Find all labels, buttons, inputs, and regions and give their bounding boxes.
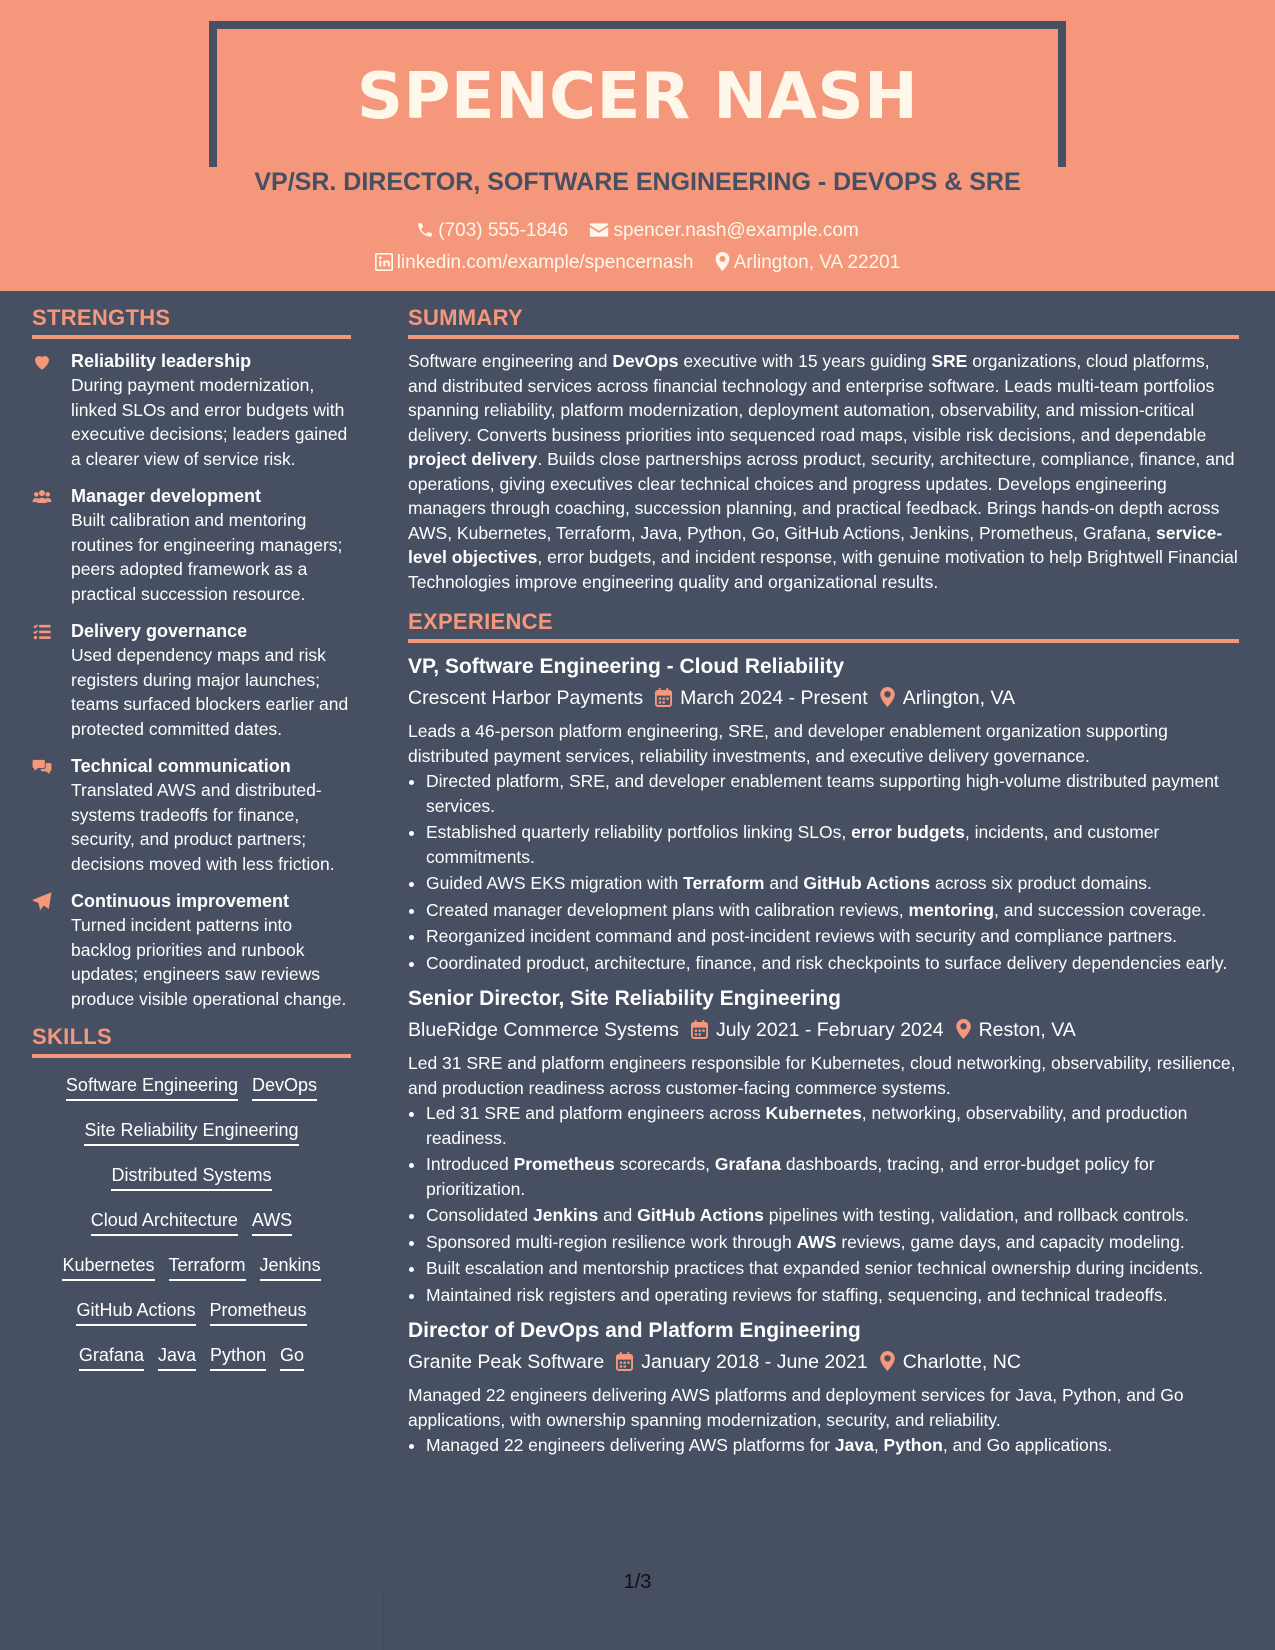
strength-text xyxy=(71,889,351,1011)
envelope-icon xyxy=(589,221,609,239)
bullet-item: • Directed platform, SRE, and developer enablement teams supporting high-volume distributed payment services. xyxy=(426,769,1239,818)
job-description: Led 31 SRE and platform engineers responsible for Kubernetes, cloud networking, observability, resilience, and production readiness across customer-facing commerce systems. xyxy=(408,1053,1236,1098)
skill-tag: Go xyxy=(280,1344,304,1371)
bullet-item: • Created manager development plans with calibration reviews, mentoring, and succession coverage. xyxy=(426,898,1239,923)
bold-keyword: mentoring xyxy=(908,899,995,920)
company-name: BlueRidge Commerce Systems xyxy=(408,1019,679,1041)
strength-item xyxy=(32,484,351,606)
skill-tag: Grafana xyxy=(79,1344,144,1371)
skill-tag: Terraform xyxy=(169,1254,246,1281)
contact-row-1 xyxy=(0,220,1275,242)
bold-keyword: DevOps xyxy=(612,351,679,371)
strength-text xyxy=(71,349,351,471)
linkedin-icon xyxy=(375,253,393,271)
skill-row xyxy=(32,1344,351,1372)
skill-row xyxy=(32,1074,351,1102)
skill-tag: Java xyxy=(158,1344,196,1371)
strengths-list xyxy=(32,349,351,1011)
page-number: 1/3 xyxy=(623,1571,652,1593)
bold-keyword: GitHub Actions xyxy=(803,873,931,893)
bold-keyword: Kubernetes xyxy=(765,1103,862,1123)
resume-header xyxy=(0,0,1275,291)
experience-list xyxy=(408,653,1239,1458)
company-name: Crescent Harbor Payments xyxy=(408,687,644,709)
company-name: Granite Peak Software xyxy=(408,1351,605,1373)
phone-icon xyxy=(416,221,434,239)
bold-keyword: Java xyxy=(834,1435,874,1455)
job-dates: January 2018 - June 2021 xyxy=(641,1351,868,1373)
map-pin-icon xyxy=(956,1019,971,1039)
strength-description: During payment modernization, linked SLOs and error budgets with executive decisions; leaders gained a clearer view of service risk. xyxy=(71,375,348,469)
skill-row xyxy=(32,1209,351,1237)
contact-phone[interactable] xyxy=(416,220,568,242)
candidate-name: SPENCER NASH xyxy=(356,60,919,134)
job-meta xyxy=(408,1017,1239,1043)
comments-icon xyxy=(32,754,71,876)
heart-icon xyxy=(32,349,71,471)
map-pin-icon xyxy=(880,1351,895,1371)
job-meta xyxy=(408,1349,1239,1375)
users-icon xyxy=(32,484,71,606)
bold-keyword: service-level objectives xyxy=(408,522,1223,567)
bullet-item: • Maintained risk registers and operating reviews for staffing, sequencing, and technical tradeoffs. xyxy=(426,1283,1239,1308)
strength-item xyxy=(32,889,351,1011)
strength-item xyxy=(32,754,351,876)
skill-row xyxy=(32,1119,351,1147)
map-pin-icon xyxy=(880,687,895,707)
calendar-icon xyxy=(616,1352,633,1371)
skill-row xyxy=(32,1299,351,1327)
strength-title: Continuous improvement xyxy=(71,891,290,911)
contact-linkedin[interactable] xyxy=(375,252,694,274)
map-pin-icon xyxy=(715,252,730,271)
email-text: spencer.nash@example.com xyxy=(613,220,859,241)
bold-keyword: GitHub Actions xyxy=(637,1205,764,1225)
location-text: Arlington, VA 22201 xyxy=(733,252,901,273)
bullet-item: • Built escalation and mentorship practices that expanded senior technical ownership during incidents. xyxy=(426,1256,1239,1281)
strength-item xyxy=(32,349,351,471)
bold-keyword: AWS xyxy=(796,1231,837,1252)
right-column xyxy=(408,305,1239,1468)
contact-row-2 xyxy=(0,252,1275,274)
summary-text: Software engineering and DevOps executive with 15 years guiding SRE organizations, cloud platforms, and distributed services across financial technology and enterprise software. Leads multi-team portfolios spanning reliability, platform modernization, deployment automation, observability, and mission-critical delivery. Converts business priorities into sequenced road maps, visible risk decisions, and dependable project delivery. Builds close partnerships across product, security, architecture, compliance, finance, and operations, giving executives clear technical choices and progress updates. Develops engineering managers through coaching, succession planning, and practical feedback. Brings hands-on depth across AWS, Kubernetes, Terraform, Java, Python, Go, GitHub Actions, Jenkins, Prometheus, Grafana, service-level objectives, error budgets, and incident response, with genuine motivation to help Brightwell Financial Technologies improve engineering quality and organizational results. xyxy=(408,351,1238,592)
job-description: Leads a 46-person platform engineering, SRE, and developer enablement organization supporting distributed payment services, reliability investments, and executive delivery governance. xyxy=(408,721,1168,766)
strength-text xyxy=(71,754,351,876)
linkedin-text: linkedin.com/example/spencernash xyxy=(396,252,694,273)
calendar-icon xyxy=(655,688,672,707)
skill-tag: Site Reliability Engineering xyxy=(84,1119,298,1146)
skill-row xyxy=(32,1164,351,1192)
skill-tag: AWS xyxy=(252,1209,292,1236)
bullet-item: • Coordinated product, architecture, finance, and risk checkpoints to surface delivery dependencies early. xyxy=(426,951,1239,976)
bold-keyword: SRE xyxy=(931,351,968,371)
skill-tag: Python xyxy=(210,1344,266,1371)
job-dates: July 2021 - February 2024 xyxy=(715,1019,944,1041)
left-column xyxy=(32,305,351,1389)
job-location: Arlington, VA xyxy=(902,687,1016,709)
candidate-title: VP/SR. DIRECTOR, SOFTWARE ENGINEERING - DEVOPS & SRE xyxy=(254,168,1021,196)
skill-tag: GitHub Actions xyxy=(76,1299,195,1326)
bold-keyword: project delivery xyxy=(408,449,538,469)
bold-keyword: error budgets xyxy=(851,822,965,842)
strengths-heading: STRENGTHS xyxy=(32,305,351,339)
strength-item xyxy=(32,619,351,741)
strength-description: Built calibration and mentoring routines for engineering managers; peers adopted framework as a practical succession resource. xyxy=(71,510,343,604)
bullet-item: • Established quarterly reliability portfolios linking SLOs, error budgets, incidents, and customer commitments. xyxy=(426,820,1239,869)
contact-location xyxy=(715,252,901,274)
job-entry xyxy=(408,985,1239,1307)
bold-keyword: Prometheus xyxy=(513,1154,615,1174)
job-location: Charlotte, NC xyxy=(902,1351,1021,1373)
skill-tag: Kubernetes xyxy=(62,1254,154,1281)
strength-text xyxy=(71,619,351,741)
strength-text xyxy=(71,484,351,606)
skill-tag: Cloud Architecture xyxy=(91,1209,238,1236)
paper-plane-icon xyxy=(32,889,71,1011)
skills-heading: SKILLS xyxy=(32,1024,351,1058)
skills-list xyxy=(32,1068,351,1372)
job-bullets xyxy=(408,1101,1239,1307)
job-bullets xyxy=(408,1433,1239,1458)
job-title: Senior Director, Site Reliability Engineering xyxy=(408,987,841,1010)
bullet-item: • Introduced Prometheus scorecards, Grafana dashboards, tracing, and error-budget policy for prioritization. xyxy=(426,1152,1239,1201)
skill-tag: Jenkins xyxy=(260,1254,321,1281)
calendar-icon xyxy=(691,1020,708,1039)
skill-tag: Prometheus xyxy=(210,1299,307,1326)
experience-heading: EXPERIENCE xyxy=(408,609,1239,643)
job-bullets xyxy=(408,769,1239,975)
contact-email[interactable] xyxy=(589,220,858,242)
strength-description: Used dependency maps and risk registers during major launches; teams surfaced blockers earlier and protected committed dates. xyxy=(71,645,349,739)
job-dates: March 2024 - Present xyxy=(680,687,868,709)
bullet-item: • Consolidated Jenkins and GitHub Actions pipelines with testing, validation, and rollback controls. xyxy=(426,1203,1239,1228)
column-divider xyxy=(383,1595,384,1650)
strength-title: Delivery governance xyxy=(71,621,248,641)
strength-title: Technical communication xyxy=(71,756,291,776)
phone-text: (703) 555-1846 xyxy=(438,220,569,241)
bold-keyword: Grafana xyxy=(714,1154,782,1174)
list-check-icon xyxy=(32,619,71,741)
job-entry xyxy=(408,653,1239,975)
bullet-item: • Led 31 SRE and platform engineers across Kubernetes, networking, observability, and production readiness. xyxy=(426,1101,1239,1150)
bullet-item: • Managed 22 engineers delivering AWS platforms for Java, Python, and Go applications. xyxy=(426,1433,1239,1458)
strength-title: Reliability leadership xyxy=(71,351,252,371)
job-title: VP, Software Engineering - Cloud Reliability xyxy=(408,655,845,678)
skill-tag: Software Engineering xyxy=(66,1074,238,1101)
bold-keyword: Jenkins xyxy=(533,1205,599,1225)
bullet-item: • Sponsored multi-region resilience work through AWS reviews, game days, and capacity modeling. xyxy=(426,1230,1239,1255)
bullet-item: • Guided AWS EKS migration with Terraform and GitHub Actions across six product domains. xyxy=(426,871,1239,896)
skill-tag: Distributed Systems xyxy=(111,1164,271,1191)
strength-description: Translated AWS and distributed-systems tradeoffs for finance, security, and product partners; decisions moved with less friction. xyxy=(71,780,335,874)
bullet-item: • Reorganized incident command and post-incident reviews with security and compliance partners. xyxy=(426,924,1239,949)
skill-tag: DevOps xyxy=(252,1074,317,1101)
strength-title: Manager development xyxy=(71,486,262,506)
bold-keyword: Terraform xyxy=(683,873,765,893)
job-description: Managed 22 engineers delivering AWS platforms and deployment services for Java, Python, and Go applications, with ownership spanning modernization, security, and reliability. xyxy=(408,1385,1184,1430)
bold-keyword: Python xyxy=(883,1435,943,1455)
job-title: Director of DevOps and Platform Engineering xyxy=(408,1319,861,1342)
job-location: Reston, VA xyxy=(978,1019,1076,1041)
strength-description: Turned incident patterns into backlog priorities and runbook updates; engineers saw reviews produce visible operational change. xyxy=(71,915,347,1009)
summary-heading: SUMMARY xyxy=(408,305,1239,339)
skill-row xyxy=(32,1254,351,1282)
job-entry xyxy=(408,1317,1239,1458)
job-meta xyxy=(408,685,1239,711)
